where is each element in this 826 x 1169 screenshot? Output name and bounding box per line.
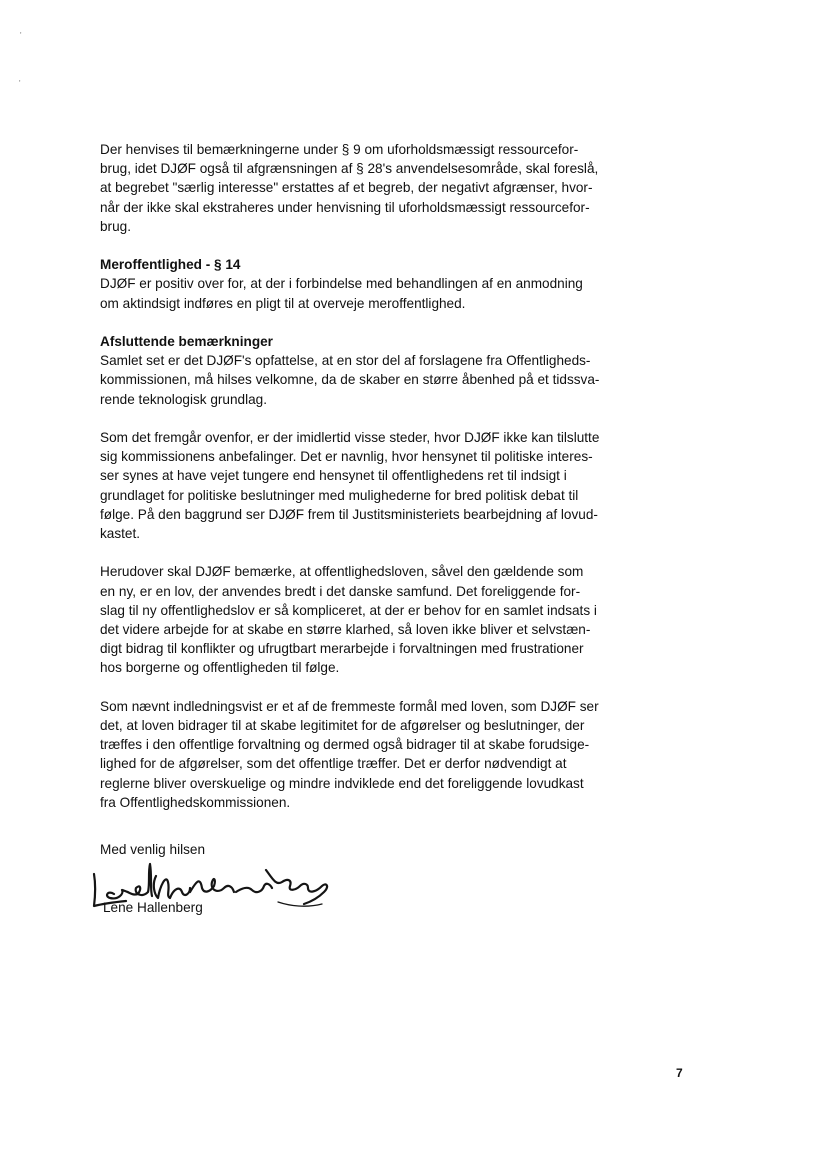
paragraph-text: Samlet set er det DJØF's opfattelse, at en stor del af forslagene fra Offentligheds- kommissionen, må hilses velkomne, da de skaber en større åbenhed på et tidssva- rende teknologisk grundlag. — [100, 353, 600, 407]
paragraph — [100, 255, 640, 313]
paragraph-text: DJØF er positiv over for, at der i forbindelse med behandlingen af en anmodning om aktindsigt indføres en pligt til at overveje meroffentlighed. — [100, 276, 583, 311]
scan-speck: ' — [20, 31, 22, 40]
paragraph-text: Som det fremgår ovenfor, er der imidlertid visse steder, hvor DJØF ikke kan tilslutte sig kommissionens anbefalinger. Det er navnlig, hvor hensynet til politiske interes- ser synes at have vejet tungere end hensynet til offentlighedens ret til indsigt i grundlaget for politiske beslutninger med mulighederne for bred politisk debat til følge. På den baggrund ser DJØF frem til Justitsministeriets bearbejdning af lovud- kastet. — [100, 430, 600, 542]
page-number: 7 — [676, 1066, 683, 1080]
section-heading: Meroffentlighed - § 14 — [100, 257, 241, 273]
scan-speck: ' — [19, 79, 21, 88]
paragraph-text: Der henvises til bemærkningerne under § 9 om uforholdsmæssigt ressourcefor- brug, idet DJØF også til afgrænsningen af § 28's anvendelsesområde, skal foreslå, at begrebet "særlig interesse" erstattes af et begreb, der negativt afgrænser, hvor- når der ikke skal ekstraheres under henvisning til uforholdsmæssigt ressourcefor- brug. — [100, 142, 599, 234]
paragraph — [100, 562, 640, 677]
paragraph-text: Som nævnt indledningsvist er et af de fremmeste formål med loven, som DJØF ser det, at loven bidrager til at skabe legitimitet for de afgørelser og beslutninger, der træffes i den offentlige forvaltning og dermed også bidrager til at skabe forudsige- lighed for de afgørelser, som det offentlige træffer. Det er derfor nødvendigt at reglerne bliver overskuelige og mindre indviklede end det foreliggende lovudkast fra Offentlighedskommissionen. — [100, 698, 599, 810]
letter-body — [100, 140, 640, 831]
paragraph — [100, 332, 640, 409]
closing-salutation: Med venlig hilsen — [100, 842, 206, 857]
paragraph — [100, 140, 640, 236]
paragraph — [100, 697, 640, 812]
section-heading: Afsluttende bemærkninger — [100, 334, 273, 349]
paragraph — [100, 428, 640, 543]
paragraph-text: Herudover skal DJØF bemærke, at offentlighedsloven, såvel den gældende som en ny, er en lov, der anvendes bredt i det danske samfund. Det foreliggende for- slag til ny offentlighedslov er så kompliceret, at der er behov for en samlet indsats i det videre arbejde for at skabe en større klarhed, så loven ikke bliver et selvstæn- digt bidrag til konflikter og ufrugtbart merarbejde i forvaltningen med frustrationer hos borgerne og offentligheden til følge. — [100, 564, 597, 676]
signer-name: Lene Hallenberg — [103, 900, 203, 915]
